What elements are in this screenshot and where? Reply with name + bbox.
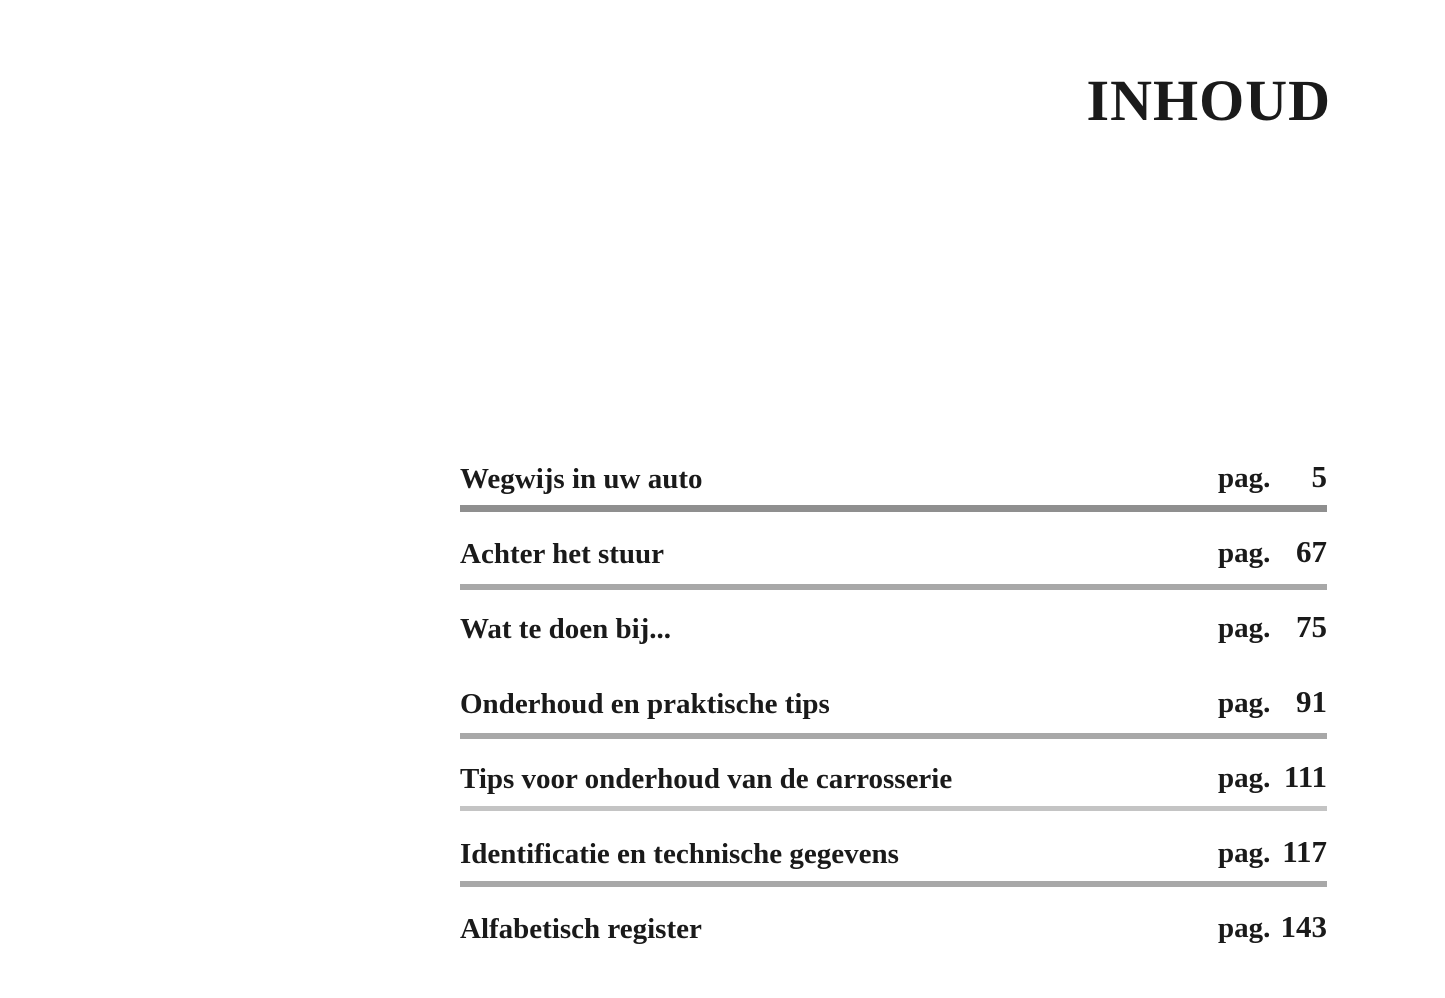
toc-entry-page[interactable] (1218, 910, 1327, 945)
toc-entry-label[interactable]: Identificatie en technische gegevens (460, 838, 899, 870)
toc-entry-label[interactable]: Wat te doen bij... (460, 613, 672, 645)
toc-entry[interactable] (459, 750, 1327, 825)
toc-page-number: 91 (1296, 684, 1327, 719)
toc-page-number: 75 (1296, 609, 1327, 644)
toc-page-prefix: pag. (1218, 612, 1271, 644)
table-of-contents (459, 450, 1327, 975)
toc-entry[interactable] (459, 675, 1327, 750)
toc-entry-label[interactable]: Alfabetisch register (460, 913, 702, 945)
divider (460, 505, 1327, 512)
toc-entry[interactable] (459, 600, 1327, 675)
toc-page-number: 117 (1282, 834, 1327, 869)
toc-page-number: 111 (1283, 759, 1327, 794)
toc-page-number: 143 (1280, 909, 1327, 944)
toc-page-prefix: pag. (1218, 462, 1271, 494)
toc-page-prefix: pag. (1218, 837, 1271, 869)
toc-entry[interactable] (459, 825, 1327, 900)
toc-entry-page[interactable] (1218, 610, 1327, 645)
toc-page-number: 67 (1296, 534, 1327, 569)
toc-entry-label[interactable]: Wegwijs in uw auto (460, 463, 703, 495)
toc-entry-page[interactable] (1218, 535, 1327, 570)
toc-entry[interactable] (459, 525, 1327, 600)
toc-entry-label[interactable]: Tips voor onderhoud van de carrosserie (460, 763, 953, 795)
page-title: INHOUD (1086, 68, 1331, 133)
toc-entry[interactable] (459, 900, 1327, 975)
toc-page-prefix: pag. (1218, 687, 1271, 719)
toc-entry-label[interactable]: Onderhoud en praktische tips (460, 688, 830, 720)
toc-entry-label[interactable]: Achter het stuur (460, 538, 665, 570)
divider (460, 584, 1327, 590)
divider (460, 733, 1327, 739)
toc-page-prefix: pag. (1218, 912, 1271, 944)
toc-page-prefix: pag. (1218, 762, 1271, 794)
toc-entry[interactable] (459, 450, 1327, 525)
toc-entry-page[interactable] (1218, 685, 1327, 720)
toc-entry-page[interactable] (1218, 760, 1327, 795)
toc-entry-page[interactable] (1218, 460, 1327, 495)
divider (460, 806, 1327, 811)
toc-entry-page[interactable] (1218, 835, 1327, 870)
divider (460, 881, 1327, 887)
toc-page-number: 5 (1311, 459, 1327, 494)
toc-page-prefix: pag. (1218, 537, 1271, 569)
